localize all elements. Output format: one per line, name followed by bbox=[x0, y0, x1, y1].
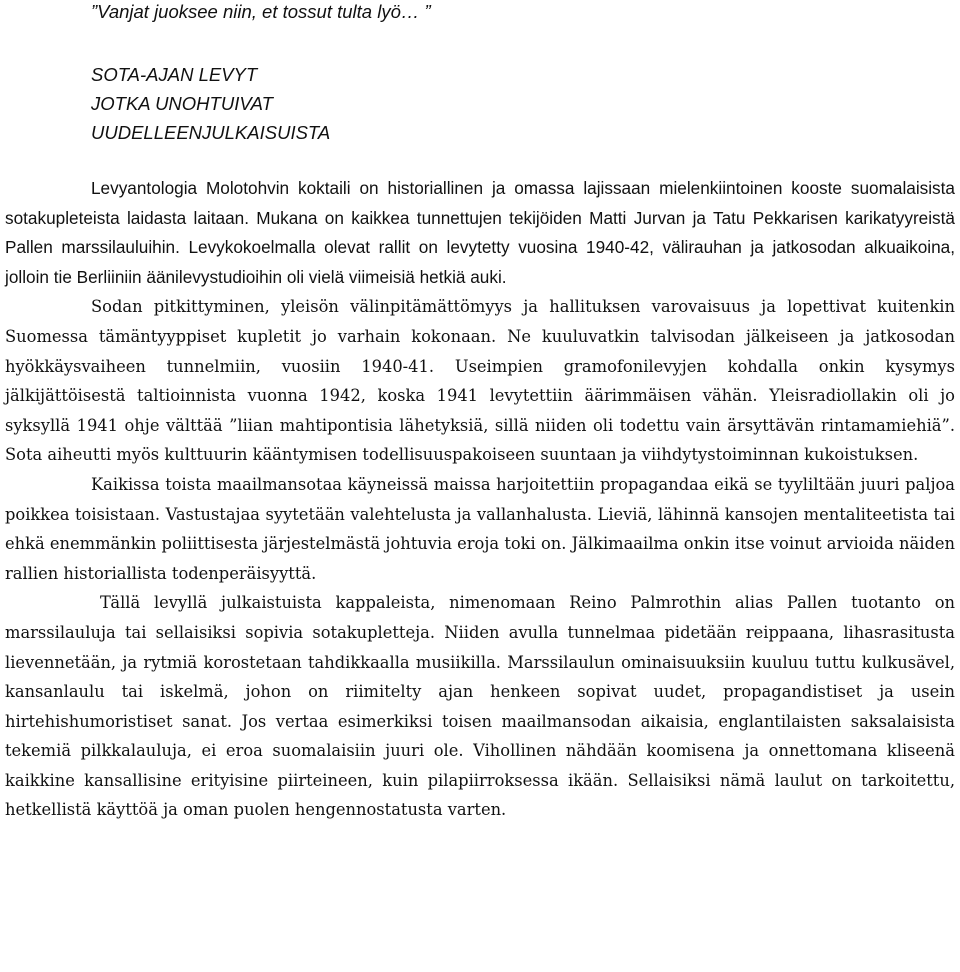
paragraph-1: Levyantologia Molotohvin koktaili on historiallinen ja omassa lajissaan mielenkiintoinen kooste suomalaisista sotakupleteista laidasta laitaan. Mukana on kaikkea tunnettujen tekijöiden Matti Jurvan ja Tatu Pekkarisen karikatyyreistä Pallen marssilauluihin. Levykokoelmalla olevat rallit on levytetty vuosina 1940-42, välirauhan ja jatkosodan alkuaikoina, jolloin tie Berliiniin äänilevystudioihin oli vielä viimeisiä hetkiä auki. bbox=[5, 178, 955, 287]
paragraph-4: Tällä levyllä julkaistuista kappaleista, nimenomaan Reino Palmrothin alias Pallen tuotanto on marssilauluja tai sellaisiksi sopivia sotakupletteja. Niiden avulla tunnelmaa pidetään reippaana, lihasrasitusta lievennetään, ja rytmiä korostetaan tahdikkaalla musiikilla. Marssilaulun ominaisuuksiin kuuluu tuttu kulkusävel, kansanlaulu tai iskelmä, johon on riimitelty ajan henkeen sopivat uudet, propagandistiset ja usein hirtehishumoristiset sanat. Jos vertaa esimerkiksi toisen maailmansodan aikaisia, englantilaisten saksalaisista tekemiä pilkkalauluja, ei eroa suomalaisiin juuri ole. Vihollinen nähdään koomisena ja onnettomana kliseenä kaikkine kansallisine erityisine piirteineen, kuin pilapiirroksessa ikään. Sellaisiksi nämä laulut on tarkoitettu, hetkellistä käyttöä ja oman puolen hengennostatusta varten. bbox=[5, 593, 955, 820]
heading-line-2: JOTKA UNOHTUIVAT bbox=[91, 93, 273, 114]
article-body bbox=[5, 174, 955, 825]
paragraph-2: Sodan pitkittyminen, yleisön välinpitämättömyys ja hallituksen varovaisuus ja lopettivat kuitenkin Suomessa tämäntyyppiset kupletit jo varhain kokonaan. Ne kuuluvatkin talvisodan jälkeiseen ja jatkosodan hyökkäysvaiheen tunnelmiin, vuosiin 1940-41. Useimpien gramofonilevyjen kohdalla onkin kysymys jälkijättöisestä taltioinnista vuonna 1942, koska 1941 levytettiin äärimmäisen vähän. Yleisradiollakin oli jo syksyllä 1941 ohje välttää ”liian mahtipontisia lähetyksiä, sillä niiden oli todettu vain ärsyttävän rintamamiehiä”. Sota aiheutti myös kulttuurin kääntymisen todellisuuspakoiseen suuntaan ja viihdytystoiminnan kukoistuksen. bbox=[5, 297, 955, 465]
epigraph-quote: ”Vanjat juoksee niin, et tossut tulta lyö… ” bbox=[91, 1, 431, 22]
heading-line-1: SOTA-AJAN LEVYT bbox=[91, 64, 258, 85]
heading-line-3: UUDELLEENJULKAISUISTA bbox=[91, 122, 331, 143]
paragraph-3: Kaikissa toista maailmansotaa käyneissä maissa harjoitettiin propagandaa eikä se tyyliltään juuri paljoa poikkea toisistaan. Vastustajaa syytetään valehtelusta ja vallanhalusta. Lieviä, lähinnä kansojen mentaliteetista tai ehkä enemmänkin poliittisesta järjestelmästä johtuvia eroja toki on. Jälkimaailma onkin itse voinut arvioida näiden rallien historiallista todenperäisyyttä. bbox=[5, 474, 955, 583]
article-heading bbox=[91, 60, 330, 147]
